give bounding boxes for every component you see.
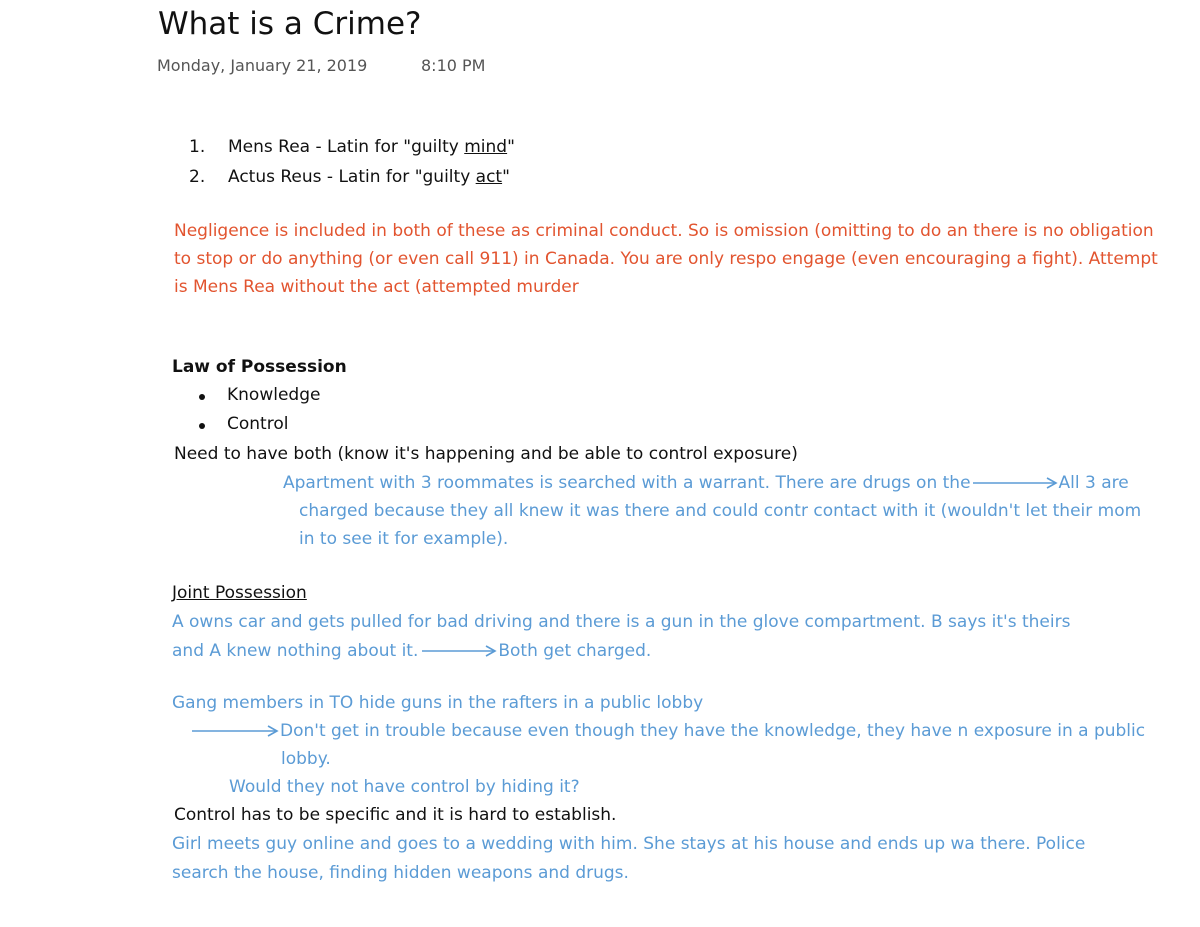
car-example-line [172, 641, 651, 661]
list-underlined-word: act [475, 167, 503, 187]
bullet-item: Knowledge [227, 385, 321, 405]
apartment-example-line: charged because they all knew it was there and could contr contact with it (wouldn't let their mom [299, 501, 1142, 521]
gang-result-line: lobby. [281, 749, 331, 769]
right-arrow-icon [418, 644, 498, 658]
possession-note: Need to have both (know it's happening and be able to control exposure) [174, 444, 798, 464]
apartment-example-text: Apartment with 3 roommates is searched with a warrant. There are drugs on the [283, 473, 971, 493]
right-arrow-icon [971, 476, 1059, 490]
apartment-example [283, 473, 1129, 493]
negligence-line: Negligence is included in both of these as criminal conduct. So is omission (omitting to do an there is no obligation [174, 221, 1154, 241]
list-text: Mens Rea - Latin for "guilty [228, 137, 465, 157]
control-note: Control has to be specific and it is hard to establish. [174, 805, 617, 825]
car-example-result: Both get charged. [498, 641, 652, 661]
list-number: 1. [189, 137, 206, 157]
girl-example-line: Girl meets guy online and goes to a wedding with him. She stays at his house and ends up wa there. Police [172, 834, 1086, 854]
car-example-line: A owns car and gets pulled for bad driving and there is a gun in the glove compartment. B says it's theirs [172, 612, 1071, 632]
gang-example: Gang members in TO hide guns in the rafters in a public lobby [172, 693, 704, 713]
apartment-example-result: All 3 are [1058, 473, 1129, 493]
section-heading-joint: Joint Possession [172, 583, 307, 603]
bullet-item: Control [227, 414, 289, 434]
negligence-line: to stop or do anything (or even call 911) in Canada. You are only respo engage (even encouraging a fight). Attempt [174, 249, 1158, 269]
right-arrow-icon [192, 724, 280, 738]
girl-example-line: search the house, finding hidden weapons and drugs. [172, 863, 629, 883]
gang-result-text: Don't get in trouble because even though they have the knowledge, they have n exposure in a public [280, 721, 1146, 741]
page-date: Monday, January 21, 2019 [157, 56, 368, 75]
list-item [189, 137, 515, 157]
page-time: 8:10 PM [421, 56, 486, 75]
bullet-icon [199, 423, 205, 429]
list-suffix: " [507, 137, 515, 157]
list-text: Actus Reus - Latin for "guilty [228, 167, 476, 187]
gang-question: Would they not have control by hiding it? [229, 777, 580, 797]
bullet-icon [199, 394, 205, 400]
apartment-example-line: in to see it for example). [299, 529, 509, 549]
car-example-text: and A knew nothing about it. [172, 641, 419, 661]
list-underlined-word: mind [464, 137, 508, 157]
list-suffix: " [502, 167, 510, 187]
list-number: 2. [189, 167, 206, 187]
gang-result-line [192, 721, 1145, 741]
page-title: What is a Crime? [158, 6, 422, 42]
negligence-line: is Mens Rea without the act (attempted murder [174, 277, 579, 297]
section-heading-possession: Law of Possession [172, 357, 347, 377]
list-item [189, 167, 510, 187]
